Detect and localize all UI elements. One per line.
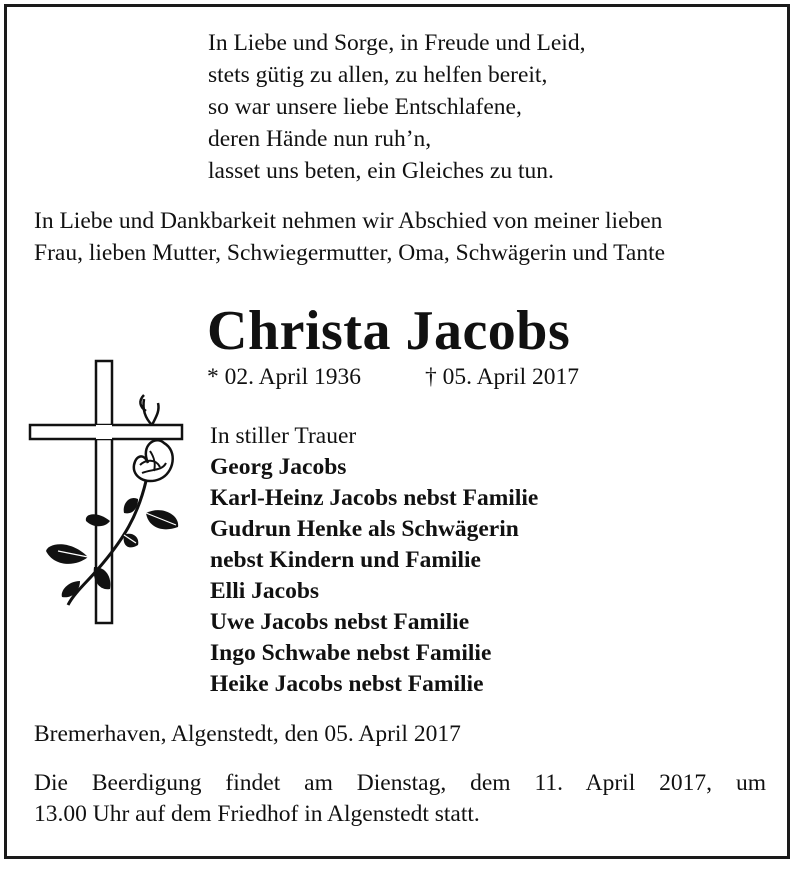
poem-line-5: lasset uns beten, ein Gleiches zu tun. [208,158,554,184]
intro-line-1: In Liebe und Dankbarkeit nehmen wir Abschied von meiner lieben [34,208,663,234]
place-date: Bremerhaven, Algenstedt, den 05. April 2017 [34,721,461,747]
deceased-name: Christa Jacobs [207,300,571,362]
birth-date: * 02. April 1936 [207,364,362,390]
funeral-info [34,768,766,830]
cross-with-rose-icon [28,355,188,627]
mourner-name: Elli Jacobs [210,578,320,604]
mourners-heading: In stiller Trauer [210,423,357,449]
mourner-name: nebst Kindern und Familie [210,547,481,573]
intro-line-2: Frau, lieben Mutter, Schwiegermutter, Oma, Schwägerin und Tante [34,240,666,266]
mourner-name: Gudrun Henke als Schwägerin [210,516,519,542]
funeral-line-1: Die Beerdigung findet am Dienstag, dem 11. April 2017, um [34,770,766,796]
mourner-name: Uwe Jacobs nebst Familie [210,609,470,635]
poem-line-4: deren Hände nun ruh’n, [208,126,432,152]
poem-line-3: so war unsere liebe Entschlafene, [208,94,522,120]
mourner-name: Ingo Schwabe nebst Familie [210,640,492,666]
mourner-name: Heike Jacobs nebst Familie [210,671,484,697]
mourner-name: Georg Jacobs [210,454,347,480]
death-date: † 05. April 2017 [425,364,580,390]
funeral-line-2: 13.00 Uhr auf dem Friedhof in Algenstedt statt. [34,801,480,827]
poem-line-1: In Liebe und Sorge, in Freude und Leid, [208,30,586,56]
poem-line-2: stets gütig zu allen, zu helfen bereit, [208,62,548,88]
mourner-name: Karl-Heinz Jacobs nebst Familie [210,485,539,511]
